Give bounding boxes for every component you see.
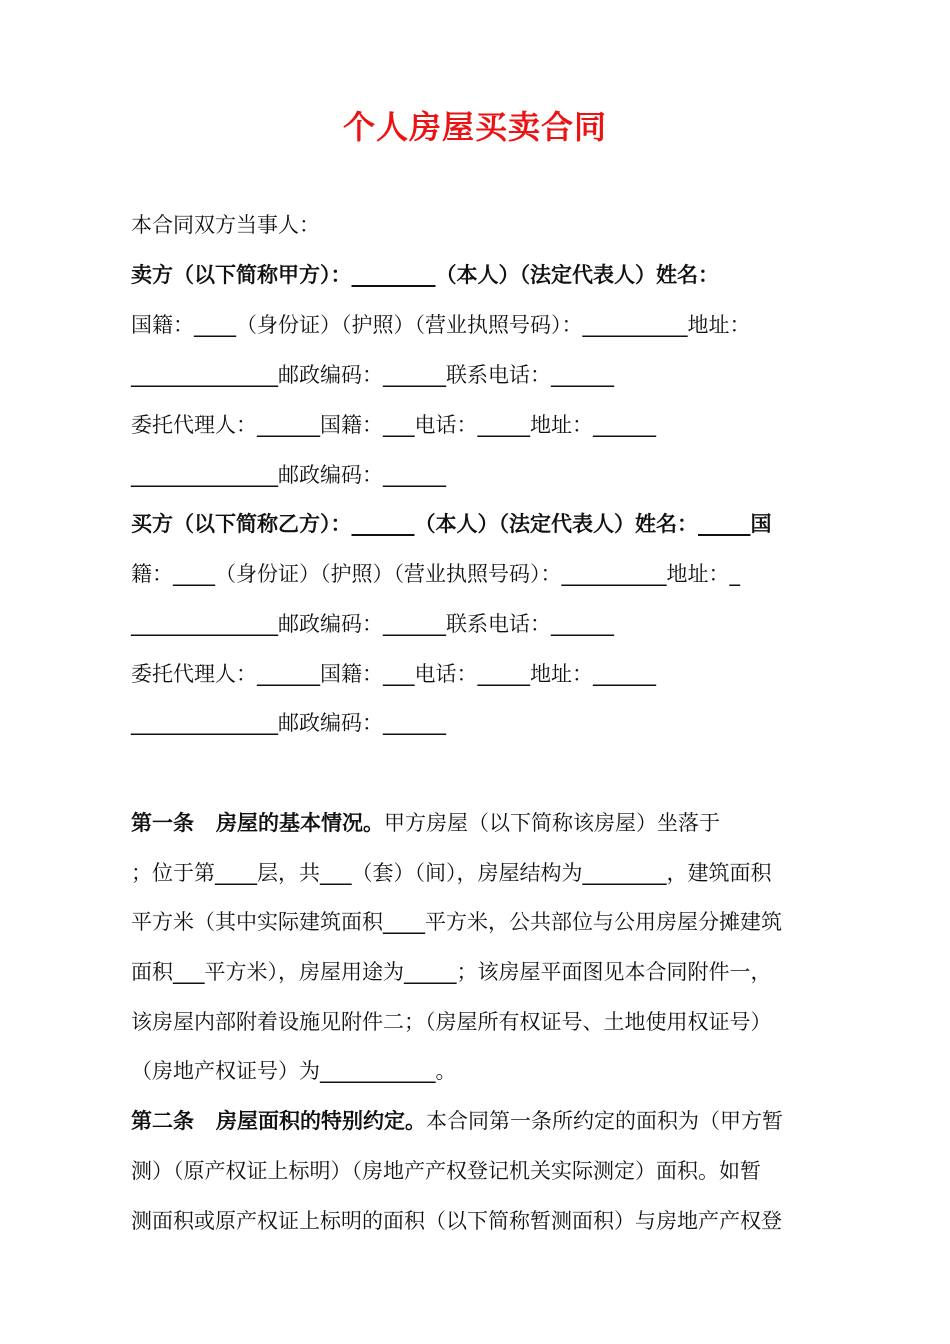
seller-line-1: 卖方（以下简称甲方）：________（本人）（法定代表人）姓名： xyxy=(131,263,719,287)
article-1-line-5: 该房屋内部附着设施见附件二；（房屋所有权证号、土地使用权证号） xyxy=(131,1010,772,1034)
article-1-heading: 房屋的基本情况。 xyxy=(216,811,384,835)
article-1-line-3: 平方米（其中实际建筑面积____平方米，公共部位与公用房屋分摊建筑 xyxy=(131,910,782,934)
article-2-line-2: 测）（原产权证上标明）（房地产产权登记机关实际测定）面积。如暂 xyxy=(131,1159,761,1183)
article-1-line-4: 面积___平方米），房屋用途为_____；该房屋平面图见本合同附件一， xyxy=(131,960,772,984)
buyer-agent-line-1: 委托代理人：______国籍：___电话：_____地址：______ xyxy=(131,662,656,686)
document-title: 个人房屋买卖合同 xyxy=(342,108,607,146)
buyer-agent-line-2: ______________邮政编码：______ xyxy=(131,711,446,735)
buyer-line-3: ______________邮政编码：______联系电话：______ xyxy=(131,612,614,636)
article-2-line-3: 测面积或原产权证上标明的面积（以下简称暂测面积）与房地产产权登 xyxy=(131,1209,782,1233)
article-1-first-line xyxy=(131,808,831,838)
article-1-line-6: （房地产权证号）为___________。 xyxy=(131,1059,457,1083)
seller-agent-line-1: 委托代理人：______国籍：___电话：_____地址：______ xyxy=(131,413,656,437)
article-2-heading: 房屋面积的特别约定。 xyxy=(216,1109,426,1133)
seller-agent-line-2: ______________邮政编码：______ xyxy=(131,463,446,487)
article-2-first-line xyxy=(131,1106,831,1136)
parties-intro: 本合同双方当事人： xyxy=(131,213,320,237)
seller-line-2: 国籍：____（身份证）（护照）（营业执照号码）：__________地址： xyxy=(131,313,751,337)
buyer-line-1: 买方（以下简称乙方）：______（本人）（法定代表人）姓名：_____国 xyxy=(131,512,772,536)
buyer-line-2: 籍：____（身份证）（护照）（营业执照号码）：__________地址：_ xyxy=(131,562,740,586)
seller-line-3: ______________邮政编码：______联系电话：______ xyxy=(131,363,614,387)
article-1-number: 第一条 xyxy=(131,811,194,835)
article-1-text-start: 甲方房屋（以下简称该房屋）坐落于 xyxy=(384,811,720,835)
article-2-number: 第二条 xyxy=(131,1109,194,1133)
article-1-line-2: ；位于第____层，共___（套）（间），房屋结构为________，建筑面积 xyxy=(131,861,772,885)
article-2-text-start: 本合同第一条所约定的面积为（甲方暂 xyxy=(426,1109,783,1133)
